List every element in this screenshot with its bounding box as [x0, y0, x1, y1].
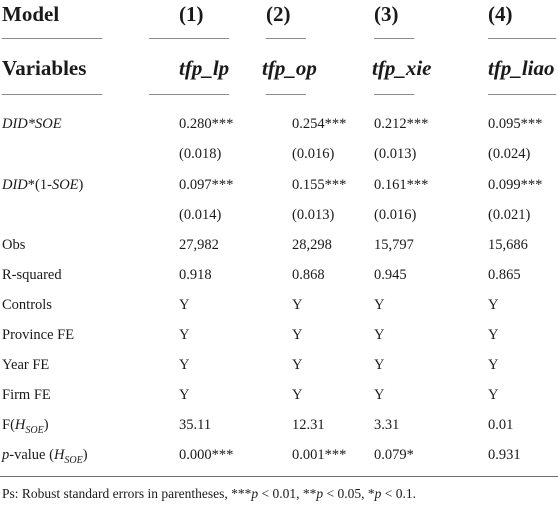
table-bottom-rule [0, 476, 558, 477]
header-rule-bottom-2 [266, 94, 306, 95]
depvar-4: tfp_liao [488, 56, 555, 80]
depvar-2: tfp_op [262, 56, 317, 80]
row-label-part: p [2, 447, 10, 463]
row-label-part: H [53, 447, 65, 463]
row-label-part: DID [2, 177, 28, 193]
table-cell: Y [374, 327, 385, 343]
table-cell: 0.000*** [179, 447, 234, 463]
table-cell: Y [292, 387, 303, 403]
row-label: Year FE [2, 357, 50, 373]
table-cell: (0.013) [374, 146, 417, 162]
col-2-header: (2) [266, 2, 291, 26]
table-cell: (0.013) [292, 207, 335, 223]
table-cell: 0.097*** [179, 177, 234, 193]
header-rule-bottom-3 [374, 94, 414, 95]
table-cell: Y [179, 357, 190, 373]
table-cell: Y [179, 387, 190, 403]
table-cell: Y [374, 357, 385, 373]
col-3-header: (3) [374, 2, 399, 26]
table-cell: 12.31 [292, 417, 325, 433]
table-cell: 0.001*** [292, 447, 347, 463]
row-label-part: ) [78, 177, 84, 193]
row-label: Province FE [2, 327, 75, 343]
table-cell: 0.161*** [374, 177, 429, 193]
row-label: R-squared [2, 267, 62, 283]
row-label-subscript: SOE [64, 454, 83, 466]
row-label-part: ) [43, 417, 49, 433]
table-cell: 0.280*** [179, 116, 234, 132]
footnote-part: p [316, 486, 324, 501]
header-rule-bottom-0 [2, 94, 102, 95]
col-4-header: (4) [488, 2, 513, 26]
model-label: Model [2, 2, 60, 26]
footnote-part: p [374, 486, 382, 501]
table-cell: 35.11 [179, 417, 212, 433]
table-cell: Y [374, 387, 385, 403]
table-cell: 3.31 [374, 417, 400, 433]
row-label-part: -value ( [9, 447, 54, 463]
table-cell: 28,298 [292, 237, 332, 253]
table-cell: (0.024) [488, 146, 531, 162]
row-label-part: ) [82, 447, 88, 463]
table-cell: Y [179, 327, 190, 343]
table-cell: 0.918 [179, 267, 212, 283]
col-1-header: (1) [179, 2, 204, 26]
table-cell: Y [488, 387, 499, 403]
header-rule-2 [266, 38, 306, 39]
footnote-part: < 0.05, * [323, 486, 375, 501]
row-label: DID*SOE [2, 116, 62, 132]
table-cell: (0.016) [292, 146, 335, 162]
footnote-part: Ps: Robust standard errors in parentheses, *** [2, 486, 252, 501]
header-rule-4 [488, 38, 556, 39]
row-label [2, 177, 83, 194]
table-cell: Y [292, 327, 303, 343]
table-cell: (0.018) [179, 146, 222, 162]
table-cell: 0.945 [374, 267, 407, 283]
header-rule-bottom-1 [149, 94, 229, 95]
depvar-3: tfp_xie [372, 56, 432, 80]
row-label-part: F( [2, 417, 15, 433]
header-rule-0 [2, 38, 102, 39]
row-label-part: H [14, 417, 26, 433]
row-label: Firm FE [2, 387, 51, 403]
table-cell: 0.865 [488, 267, 521, 283]
table-cell: Y [179, 297, 190, 313]
table-footnote [2, 486, 416, 502]
header-rule-1 [149, 38, 229, 39]
table-cell: Y [488, 357, 499, 373]
table-cell: 15,686 [488, 237, 528, 253]
footnote-part: < 0.01, ** [258, 486, 317, 501]
table-cell: 27,982 [179, 237, 219, 253]
table-cell: (0.016) [374, 207, 417, 223]
variables-label: Variables [2, 56, 87, 80]
table-cell: Y [292, 297, 303, 313]
header-rule-bottom-4 [488, 94, 556, 95]
table-cell: Y [488, 297, 499, 313]
row-label: Controls [2, 297, 52, 313]
table-cell: Y [374, 297, 385, 313]
table-cell: 0.079* [374, 447, 414, 463]
row-label-part: *(1- [27, 177, 52, 193]
table-cell: 0.099*** [488, 177, 543, 193]
table-cell: 15,797 [374, 237, 414, 253]
table-cell: (0.014) [179, 207, 222, 223]
row-label [2, 417, 49, 436]
footnote-part: p [251, 486, 259, 501]
table-cell: 0.212*** [374, 116, 429, 132]
footnote-part: < 0.1. [381, 486, 416, 501]
table-cell: Y [292, 357, 303, 373]
table-cell: Y [488, 327, 499, 343]
table-cell: 0.155*** [292, 177, 347, 193]
table-cell: 0.095*** [488, 116, 543, 132]
table-cell: 0.931 [488, 447, 521, 463]
table-cell: 0.868 [292, 267, 325, 283]
table-cell: (0.021) [488, 207, 531, 223]
row-label-subscript: SOE [25, 424, 44, 436]
row-label: Obs [2, 237, 26, 253]
depvar-1: tfp_lp [179, 56, 230, 80]
table-cell: 0.254*** [292, 116, 347, 132]
header-rule-3 [374, 38, 414, 39]
row-label-part: SOE [51, 177, 79, 193]
table-cell: 0.01 [488, 417, 514, 433]
row-label [2, 447, 88, 466]
